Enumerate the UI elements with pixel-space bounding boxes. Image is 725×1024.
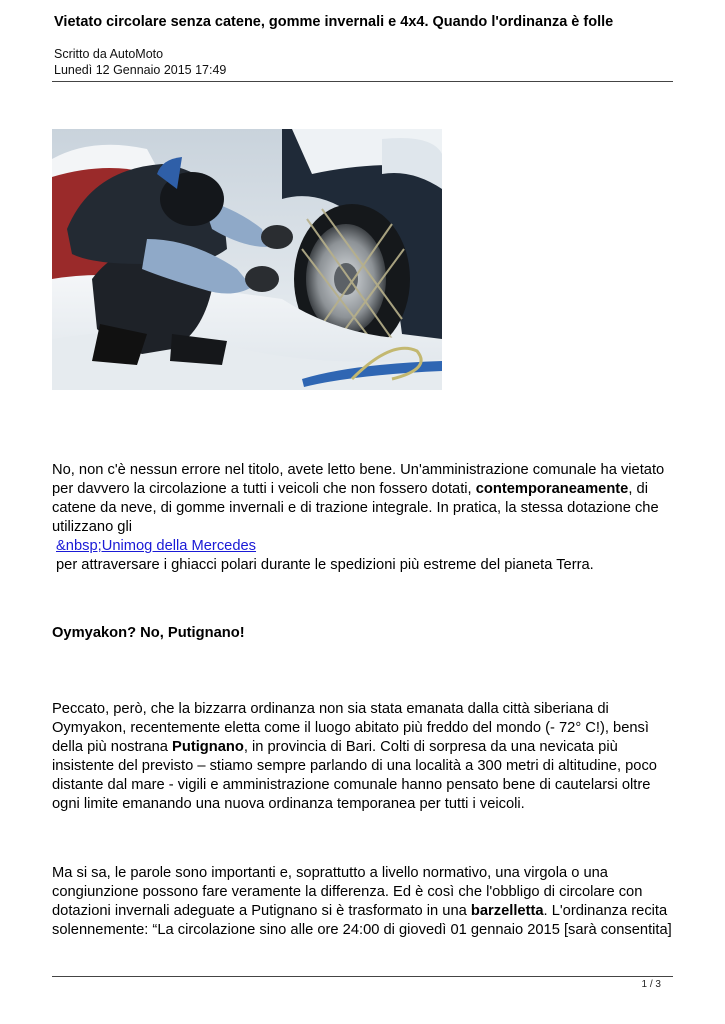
page-number: 1 / 3 <box>641 979 661 990</box>
intro-emphasis: contemporaneamente <box>475 481 629 497</box>
putignano-emphasis: Putignano <box>172 739 244 755</box>
author-line: Scritto da AutoMoto <box>54 47 164 61</box>
paragraph-putignano <box>52 700 677 814</box>
article-title: Vietato circolare senza catene, gomme invernali e 4x4. Quando l'ordinanza è folle <box>54 14 614 30</box>
barzelletta-emphasis: barzelletta <box>470 903 544 919</box>
article-meta <box>54 46 226 78</box>
intro-text-end: per attraversare i ghiacci polari durante le spedizioni più estreme del pianeta Terra. <box>56 557 594 573</box>
paragraph-intro <box>52 461 677 575</box>
putignano-text: Peccato, però, che la bizzarra ordinanza non sia stata emanata dalla città siberiana di Oymyakon, recentemente eletta come il luogo abitato più freddo del mondo (- 72° C!), bensì della più nostrana <box>52 701 649 755</box>
barzelletta-text-cont: . L'ordinanza recita solennemente: “La circolazione sino alle ore 24:00 di giovedì 01 gennaio 2015 [sarà consentita] <box>52 903 672 938</box>
header-divider <box>52 81 673 82</box>
date-line: Lunedì 12 Gennaio 2015 17:49 <box>54 63 227 77</box>
section-heading: Oymyakon? No, Putignano! <box>52 625 245 641</box>
barzelletta-text: Ma si sa, le parole sono importanti e, soprattutto a livello normativo, una virgola o una congiunzione possono fare veramente la differenza. Ed è così che l'obbligo di circolare con dotazioni invernali adeguate a Putignano si è trasformato in una <box>52 865 643 919</box>
paragraph-barzelletta <box>52 864 677 940</box>
putignano-text-cont: , in provincia di Bari. Colti di sorpresa da una nevicata più insistente del previsto – stiamo sempre parlando di una località a 300 metri di altitudine, poco distante dal mare - vigili e amministrazione comunale hanno pensato bene di cautelarsi oltre ogni limite emanando una nuova ordinanza temporanea per tutti i veicoli. <box>52 739 657 812</box>
intro-text-cont: , di catene da neve, di gomme invernali e di trazione integrale. In pratica, la stessa dotazione che utilizzano gli <box>52 481 659 535</box>
intro-text: No, non c'è nessun errore nel titolo, avete letto bene. Un'amministrazione comunale ha vietato per davvero la circolazione a tutti i veicoli che non fossero dotati, <box>52 462 665 497</box>
article-photo <box>52 129 442 390</box>
footer-divider <box>52 976 673 977</box>
unimog-link[interactable]: &nbsp;Unimog della Mercedes <box>56 538 257 554</box>
